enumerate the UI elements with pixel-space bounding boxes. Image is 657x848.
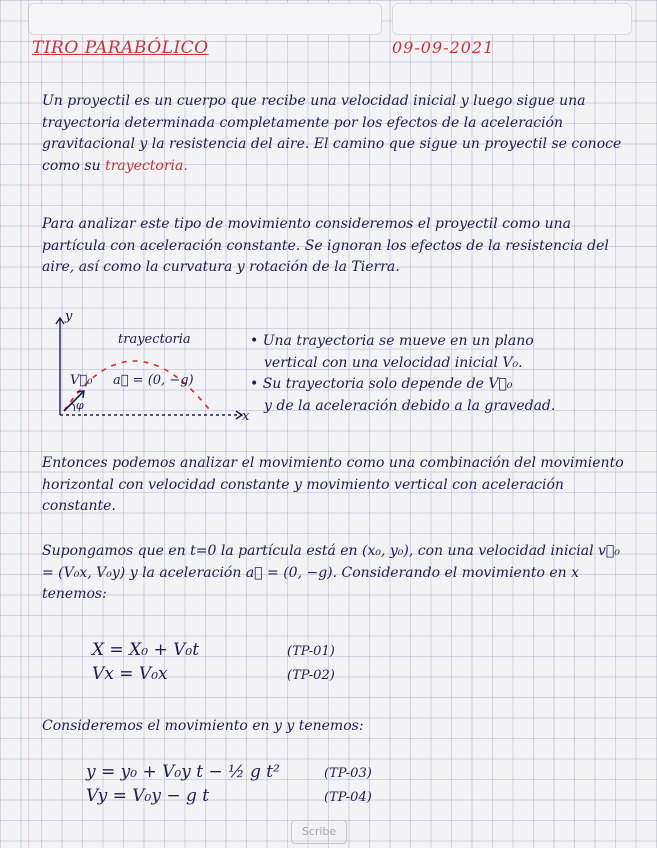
paragraph-definition bbox=[42, 91, 632, 177]
equation-tp02: Vx = V₀x bbox=[92, 664, 168, 684]
paragraph-initial-conditions: Supongamos que en t=0 la partícula está en (x₀, y₀), con una velocidad inicial v⃗₀ = (V₀x, V₀y) y la aceleración a⃗ = (0, −g). Considerando el movimiento en x tenemos: bbox=[42, 543, 620, 602]
equation-tp03: y = y₀ + V₀y t − ½ g t² bbox=[86, 762, 280, 782]
x-axis-label: x bbox=[242, 409, 250, 424]
bullet-2-line-1: • Su trayectoria solo depende de V⃗₀ bbox=[250, 376, 513, 392]
paragraph-assumptions: Para analizar este tipo de movimiento consideremos el proyectil como una partícula con aceleración constante. Se ignoran los efectos de la resistencia del aire, así como la curvatura y rotación de la Tierra. bbox=[42, 216, 609, 275]
paragraph-definition-text: Un proyectil es un cuerpo que recibe una velocidad inicial y luego sigue una trayectoria determinada completamente por los efectos de la aceleración gravitacional y la resistencia del aire. El camino que sigue un proyectil se conoce como su bbox=[42, 93, 622, 174]
margin-line bbox=[28, 0, 29, 848]
equation-tag-tp02: (TP-02) bbox=[287, 668, 335, 683]
header-box-left bbox=[28, 3, 382, 35]
bullet-list bbox=[250, 331, 645, 417]
equation-tag-tp04: (TP-04) bbox=[324, 790, 372, 805]
paragraph-y-motion: Consideremos el movimiento en y y tenemos: bbox=[42, 718, 364, 734]
trajectory-label: trayectoria bbox=[118, 332, 191, 347]
scribe-brand-badge: Scribe bbox=[291, 820, 347, 844]
angle-label: φ bbox=[76, 399, 84, 412]
highlight-trayectoria: trayectoria. bbox=[105, 157, 188, 174]
bullet-1-line-1: • Una trayectoria se mueve en un plano bbox=[250, 333, 534, 349]
velocity-label: V⃗₀ bbox=[70, 373, 93, 388]
bullet-1-line-2: vertical con una velocidad inicial V₀. bbox=[264, 354, 523, 371]
equation-tp04: Vy = V₀y − g t bbox=[86, 786, 210, 806]
header-box-right bbox=[392, 3, 632, 35]
equation-tag-tp01: (TP-01) bbox=[287, 644, 335, 659]
y-axis-label: y bbox=[65, 309, 73, 324]
equation-tp01: X = X₀ + V₀t bbox=[92, 640, 200, 660]
bullet-2-line-2: y de la aceleración debido a la gravedad. bbox=[264, 397, 556, 414]
equation-tag-tp03: (TP-03) bbox=[324, 766, 372, 781]
trajectory-diagram bbox=[52, 309, 262, 425]
paragraph-combination: Entonces podemos analizar el movimiento como una combinación del movimiento horizontal con velocidad constante y movimiento vertical con aceleración constante. bbox=[42, 455, 624, 514]
acceleration-label: a⃗ = (0, −g) bbox=[113, 373, 194, 388]
page-title: TIRO PARABÓLICO bbox=[32, 38, 209, 58]
page-date: 09-09-2021 bbox=[392, 38, 495, 57]
